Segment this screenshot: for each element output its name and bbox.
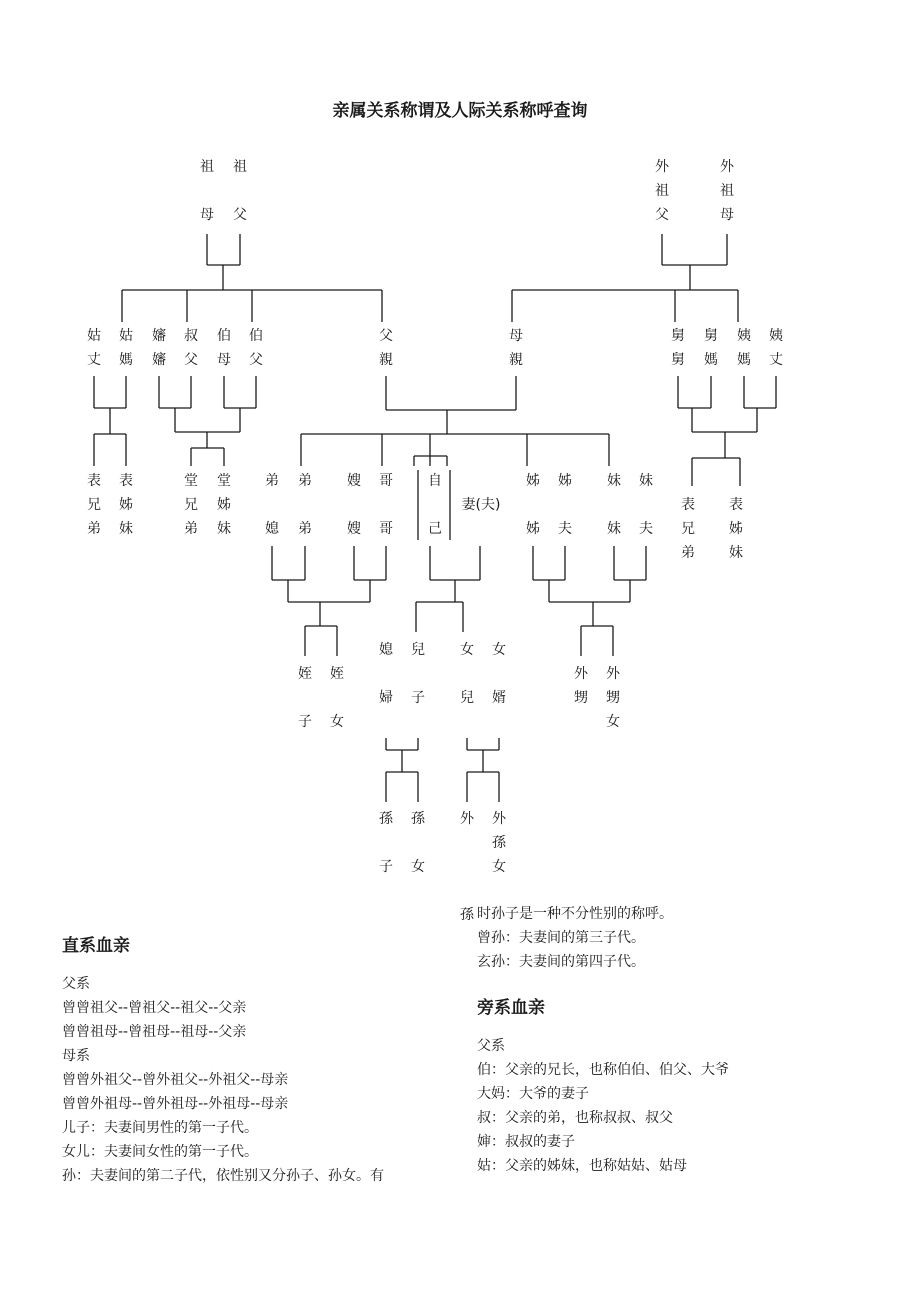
- tree-node-char: 祖: [233, 159, 247, 175]
- tree-node-char: 妹: [607, 521, 621, 537]
- tree-node-char: 祖: [655, 183, 669, 199]
- tree-node-char: 嫂: [347, 521, 361, 537]
- tree-node-char: 婿: [492, 690, 506, 706]
- tree-node-xifu: [379, 642, 394, 706]
- text-line: 玄孙：夫妻间的第四子代。: [477, 954, 645, 970]
- tree-node-char: 祖: [720, 183, 734, 199]
- tree-node-jiejie: [526, 472, 540, 537]
- tree-node-char: 舅: [704, 328, 718, 344]
- text-line: 大妈：大爷的妻子: [477, 1086, 589, 1102]
- tree-node-char: 弟: [298, 521, 312, 537]
- tree-node-biaoxiongdi-r: [681, 496, 695, 561]
- tree-node-char: 甥: [574, 690, 588, 706]
- tree-node-char: 夫: [639, 521, 653, 537]
- tree-node-char: 兄: [184, 497, 198, 513]
- tree-node-char: 孫: [379, 811, 393, 827]
- tree-node-char: 外: [655, 159, 669, 175]
- tree-node-char: 姑: [87, 328, 101, 344]
- text-line: 婶：叔叔的妻子: [477, 1134, 575, 1150]
- tree-node-char: 兒: [411, 642, 425, 658]
- text-line: 伯：父亲的兄长，也称伯伯、伯父、大爷: [477, 1062, 729, 1078]
- tree-node-char: 外: [460, 811, 474, 827]
- tree-node-shufu: [184, 328, 198, 368]
- tree-node-char: 兄: [681, 521, 695, 537]
- tree-node-char: 哥: [379, 473, 393, 489]
- tree-node-char: 自: [428, 473, 442, 489]
- tree-node-char: 兄: [87, 497, 101, 513]
- text-line: 曾曾外祖父--曾外祖父--外祖父--母亲: [62, 1072, 289, 1088]
- tree-connector-lines: [94, 234, 776, 802]
- tree-node-saosao: [347, 472, 361, 537]
- tree-node-biaojiemei-l: [119, 472, 133, 537]
- tree-node-char: 姊: [558, 473, 572, 489]
- tree-node-jiujiu: [671, 328, 685, 368]
- tree-node-char: 丈: [769, 352, 783, 368]
- tree-node-char: 姑: [119, 328, 133, 344]
- tree-node-shenshen: [152, 327, 166, 368]
- tree-node-char: 甥: [606, 690, 620, 706]
- tree-node-char: 親: [379, 352, 393, 368]
- tree-node-char: 外: [574, 666, 588, 682]
- text-line: 父系: [477, 1038, 505, 1054]
- text-line: 曾孙：夫妻间的第三子代。: [477, 930, 645, 946]
- tree-node-guzhang: [87, 328, 101, 368]
- tree-node-char: 女: [606, 714, 620, 730]
- text-line: 女儿：夫妻间女性的第一子代。: [62, 1144, 258, 1160]
- tree-node-char: 女: [411, 859, 425, 875]
- tree-node-char: 弟: [87, 521, 101, 537]
- tree-node-sunzi: [379, 811, 394, 875]
- tree-node-bofu: [249, 328, 263, 368]
- tree-node-erzi: [411, 642, 425, 706]
- tree-node-char: 母: [720, 207, 734, 223]
- tree-node-char: 媳: [379, 642, 393, 658]
- text-line: 父系: [62, 976, 90, 992]
- tree-node-char: 外: [492, 811, 506, 827]
- text-line: 儿子：夫妻间男性的第一子代。: [62, 1120, 258, 1136]
- tree-node-zumu: [200, 159, 214, 223]
- tree-node-char: 姪: [330, 666, 344, 682]
- tree-node-char: 姨: [769, 328, 783, 344]
- tree-node-waisunzi: [460, 811, 475, 923]
- tree-node-char: 妹: [607, 473, 621, 489]
- tree-node-char: 嬸: [152, 352, 166, 368]
- tree-node-char: 伯: [217, 328, 231, 344]
- tree-node-muqin: [509, 328, 523, 368]
- tree-node-char: 姊: [217, 497, 231, 513]
- tree-labels: [87, 159, 783, 923]
- tree-node-tangxiongdi: [184, 472, 198, 537]
- tree-node-char: 夫: [558, 521, 572, 537]
- tree-node-bomu: [217, 328, 231, 368]
- tree-node-waisheng: [574, 666, 589, 706]
- tree-node-char: 表: [119, 473, 133, 489]
- tree-node-char: 外: [606, 666, 620, 682]
- text-line: 孙：夫妻间的第二子代，依性别又分孙子、孙女。有: [62, 1168, 384, 1184]
- tree-node-waizumu: [720, 159, 735, 223]
- tree-node-waizufu: [655, 159, 670, 223]
- collateral-kin-heading: 旁系血亲: [477, 998, 545, 1018]
- tree-node-ziji: [428, 473, 442, 537]
- tree-node-char: 父: [655, 207, 669, 223]
- tree-node-char: 堂: [184, 473, 198, 489]
- tree-node-tangjiemei: [217, 472, 231, 537]
- tree-node-char: 孫: [460, 907, 474, 923]
- text-line: 母系: [62, 1048, 90, 1064]
- tree-node-fuqin: [379, 328, 393, 368]
- tree-node-char: 哥: [379, 521, 393, 537]
- text-line: 曾曾外祖母--曾外祖母--外祖母--母亲: [62, 1096, 289, 1112]
- tree-node-char: 丈: [87, 352, 101, 368]
- tree-node-char: 婦: [379, 690, 393, 706]
- tree-node-char: 姨: [737, 328, 751, 344]
- text-line: 叔：父亲的弟，也称叔叔、叔父: [477, 1110, 673, 1126]
- tree-node-biaojiemei-r: [729, 496, 743, 561]
- tree-node-char: 外: [720, 159, 734, 175]
- tree-node-char: 母: [509, 328, 523, 344]
- tree-node-char: 女: [460, 642, 474, 658]
- tree-node-zhinv: [330, 666, 344, 730]
- tree-node-char: 堂: [217, 473, 231, 489]
- lineal-kin-section: [62, 934, 462, 1188]
- text-line: 曾曾祖父--曾祖父--祖父--父亲: [62, 1000, 247, 1016]
- tree-node-gege: [379, 473, 393, 537]
- tree-node-char: 媽: [119, 352, 133, 368]
- tree-node-char: 妹: [639, 473, 653, 489]
- tree-node-char: 姊: [526, 473, 540, 489]
- tree-node-char: 親: [509, 352, 523, 368]
- tree-node-biaoxiongdi-l: [87, 472, 101, 537]
- tree-node-char: 弟: [298, 473, 312, 489]
- tree-node-char: 父: [379, 328, 393, 344]
- lineal-kin-heading: 直系血亲: [62, 936, 130, 956]
- tree-node-nvxu: [492, 642, 506, 706]
- tree-node-meimei: [607, 473, 621, 537]
- tree-node-char: 父: [184, 352, 198, 368]
- tree-node-zufu: [233, 159, 247, 223]
- tree-node-char: 母: [200, 207, 214, 223]
- tree-node-char: 表: [681, 497, 695, 513]
- tree-node-char: 妹: [119, 521, 133, 537]
- tree-node-char: 表: [87, 473, 101, 489]
- tree-node-char: 女: [492, 859, 506, 875]
- tree-node-jiefu: [558, 472, 572, 537]
- tree-node-char: 伯: [249, 328, 263, 344]
- tree-node-char: 孫: [411, 811, 425, 827]
- tree-node-meifu: [639, 473, 653, 537]
- tree-node-sunnv: [411, 811, 426, 875]
- tree-node-char: 舅: [671, 352, 685, 368]
- tree-node-char: 妻(夫): [461, 497, 501, 513]
- tree-node-char: 妹: [729, 545, 743, 561]
- tree-node-char: 母: [217, 352, 231, 368]
- tree-node-char: 媳: [265, 521, 279, 537]
- tree-node-char: 弟: [184, 521, 198, 537]
- tree-node-char: 女: [492, 642, 506, 658]
- tree-node-char: 姊: [119, 497, 133, 513]
- tree-node-dixi: [265, 473, 280, 537]
- tree-node-char: 子: [298, 714, 312, 730]
- collateral-kin-section: [477, 902, 897, 1178]
- tree-node-char: 弟: [681, 545, 695, 561]
- tree-node-char: 舅: [671, 328, 685, 344]
- tree-node-char: 嬸: [152, 328, 166, 344]
- tree-node-waisunnv: [492, 811, 507, 875]
- tree-node-char: 兒: [460, 690, 474, 706]
- tree-node-qifu: [462, 496, 501, 513]
- tree-node-yizhang: [769, 327, 783, 368]
- tree-node-char: 媽: [737, 352, 751, 368]
- tree-node-char: 姊: [729, 521, 743, 537]
- tree-node-char: 媽: [704, 352, 718, 368]
- tree-node-char: 子: [379, 859, 393, 875]
- tree-node-char: 姊: [526, 521, 540, 537]
- tree-node-char: 妹: [217, 521, 231, 537]
- tree-node-char: 己: [428, 521, 442, 537]
- tree-node-char: 子: [411, 690, 425, 706]
- tree-node-guma: [119, 328, 133, 368]
- tree-node-char: 女: [330, 714, 344, 730]
- tree-node-char: 嫂: [347, 473, 361, 489]
- tree-node-char: 父: [249, 352, 263, 368]
- tree-node-yima: [737, 327, 751, 368]
- text-line: 姑：父亲的姊妹，也称姑姑、姑母: [477, 1158, 687, 1174]
- tree-node-zhizi: [298, 666, 312, 730]
- text-line: 曾曾祖母--曾祖母--祖母--父亲: [62, 1024, 247, 1040]
- tree-node-char: 孫: [492, 835, 506, 851]
- tree-node-char: 表: [729, 497, 743, 513]
- tree-node-char: 祖: [200, 159, 214, 175]
- text-line: 时孙子是一种不分性别的称呼。: [477, 906, 673, 922]
- tree-node-char: 弟: [265, 473, 279, 489]
- tree-node-nver: [460, 642, 474, 706]
- tree-node-waishengnv: [606, 666, 621, 730]
- tree-node-char: 叔: [184, 328, 198, 344]
- page-title: 亲属关系称谓及人际关系称呼查询: [332, 101, 588, 121]
- tree-node-char: 父: [233, 207, 247, 223]
- tree-node-didi: [298, 473, 312, 537]
- tree-node-char: 姪: [298, 666, 312, 682]
- tree-node-jiuma: [704, 328, 718, 368]
